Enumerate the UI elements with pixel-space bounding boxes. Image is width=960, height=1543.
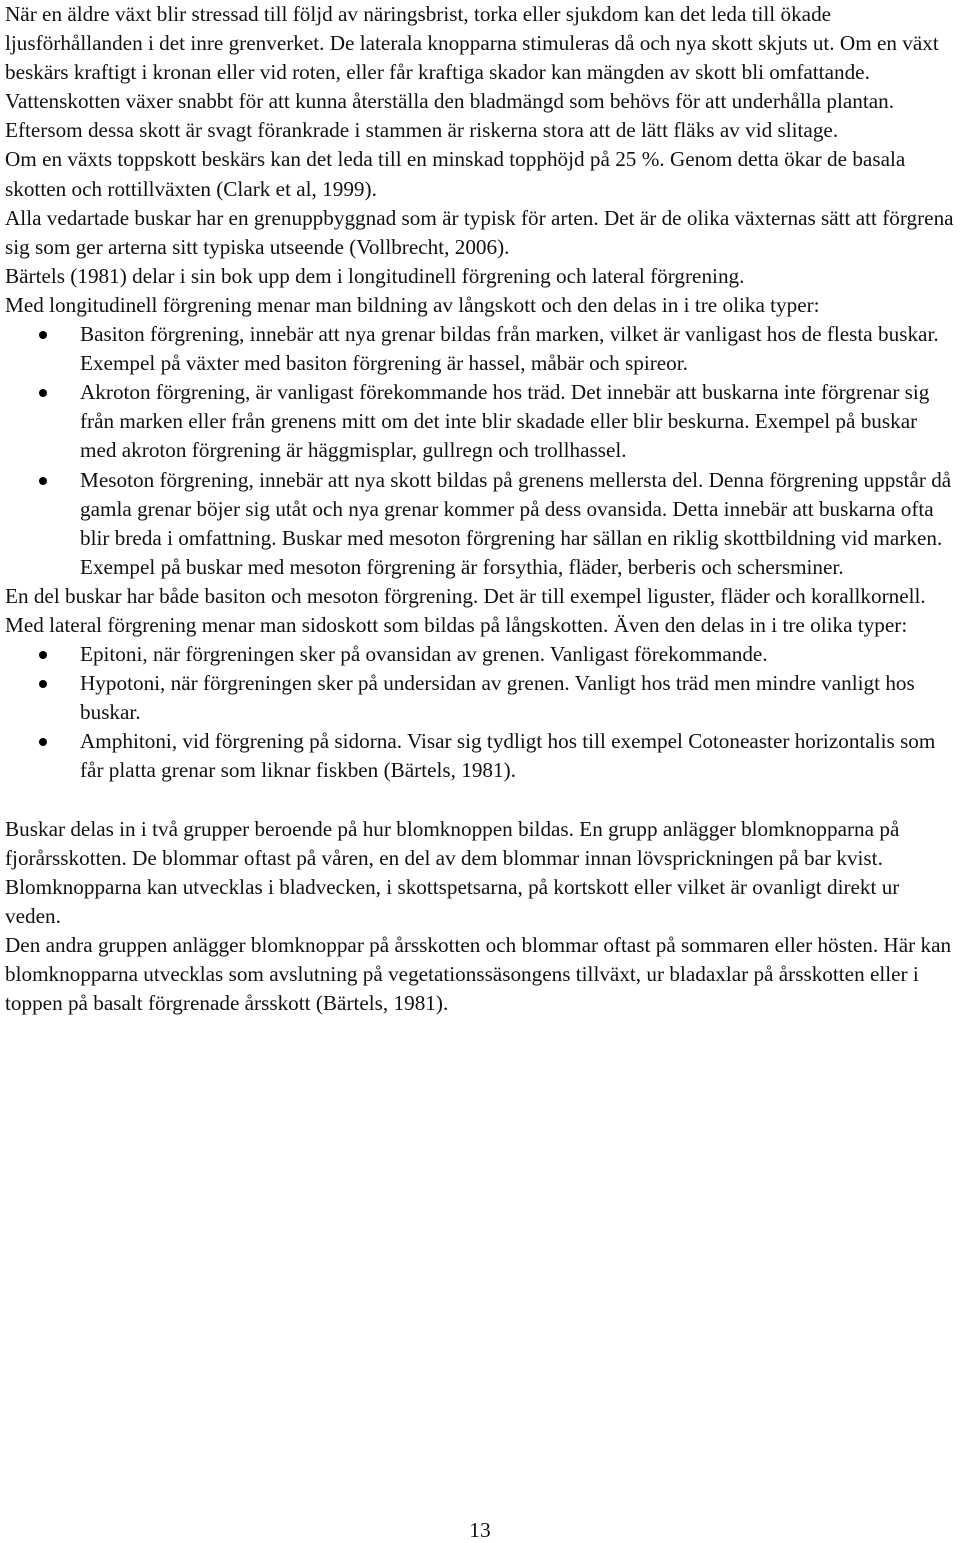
paragraph-mixed-branching: En del buskar har både basiton och mesoton förgrening. Det är till exempel liguster, fläder och korallkornell. — [5, 583, 926, 608]
list-item-amphitoni: Amphitoni, vid förgrening på sidorna. Visar sig tydligt hos till exempel Cotoneaster horizontalis som får platta grenar som liknar fiskben (Bärtels, 1981). — [80, 727, 957, 785]
lateral-branching-list — [5, 640, 957, 785]
document-page — [5, 0, 957, 1018]
paragraph-water-shoots: Vattenskotten växer snabbt för att kunna återställa den bladmängd som behövs för att underhålla plantan. Eftersom dessa skott är svagt förankrade i stammen är riskerna stora att de lätt fläks av vid slitage. — [5, 89, 895, 143]
list-item-basiton: Basiton förgrening, innebär att nya grenar bildas från marken, vilket är vanligast hos de flesta buskar. Exempel på växter med basiton förgrening är hassel, måbär och spireor. — [80, 320, 957, 378]
list-item-hypotoni: Hypotoni, när förgreningen sker på undersidan av grenen. Vanligt hos träd men mindre vanligt hos buskar. — [80, 669, 957, 727]
list-item-akroton: Akroton förgrening, är vanligast förekommande hos träd. Det innebär att buskarna inte förgrenar sig från marken eller från grenens mitt om det inte blir skadade eller blir beskurna. Exempel på buskar med akroton förgrening är häggmisplar, gullregn och trollhassel. — [80, 378, 957, 465]
paragraph-bartels-division: Bärtels (1981) delar i sin bok upp dem i longitudinell förgrening och lateral förgrening. — [5, 263, 745, 288]
longitudinal-branching-list — [5, 320, 957, 582]
paragraph-lateral-intro: Med lateral förgrening menar man sidoskott som bildas på långskotten. Även den delas in i tre olika typer: — [5, 612, 908, 637]
list-item-mesoton: Mesoton förgrening, innebär att nya skott bildas på grenens mellersta del. Denna förgrening uppstår då gamla grenar böjer sig utåt och nya grenar kommer på dess ovansida. Detta innebär att buskarna ofta blir breda i omfattning. Buskar med mesoton förgrening har sällan en riklig skottbildning vid marken. Exempel på buskar med mesoton förgrening är forsythia, fläder, berberis och schersminer. — [80, 466, 957, 582]
list-item-epitoni: Epitoni, när förgreningen sker på ovansidan av grenen. Vanligast förekommande. — [80, 640, 957, 669]
page-number: 13 — [469, 1518, 491, 1542]
paragraph-spacer — [5, 786, 957, 815]
paragraph-flower-bud-groups: Buskar delas in i två grupper beroende på hur blomknoppen bildas. En grupp anlägger blomknopparna på fjorårsskotten. De blommar oftast på våren, en del av dem blommar innan lövsprickningen på bar kvist. Blomknopparna kan utvecklas i bladvecken, i skottspetsarna, på kortskott eller vilket är ovanligt direkt ur veden. — [5, 816, 900, 928]
paragraph-second-group: Den andra gruppen anlägger blomknoppar på årsskotten och blommar oftast på sommaren eller hösten. Här kan blomknopparna utvecklas som avslutning på vegetationssäsongens tillväxt, ur bladaxlar på årsskotten eller i toppen på basalt förgrenade årsskott (Bärtels, 1981). — [5, 932, 952, 1016]
paragraph-top-pruning: Om en växts toppskott beskärs kan det leda till en minskad topphöjd på 25 %. Genom detta ökar de basala skotten och rottillväxten (Clark et al, 1999). — [5, 147, 906, 201]
paragraph-branch-structure: Alla vedartade buskar har en grenuppbyggnad som är typisk för arten. Det är de olika växternas sätt att förgrena sig som ger arterna sitt typiska utseende (Vollbrecht, 2006). — [5, 205, 954, 259]
paragraph-longitudinal-intro: Med longitudinell förgrening menar man bildning av långskott och den delas in i tre olika typer: — [5, 292, 820, 317]
paragraph-stress-response: När en äldre växt blir stressad till följd av näringsbrist, torka eller sjukdom kan det leda till ökade ljusförhållanden i det inre grenverket. De laterala knopparna stimuleras då och nya skott skjuts ut. Om en växt beskärs kraftigt i kronan eller vid roten, eller får kraftiga skador kan mängden av skott bli omfattande. — [5, 2, 939, 85]
